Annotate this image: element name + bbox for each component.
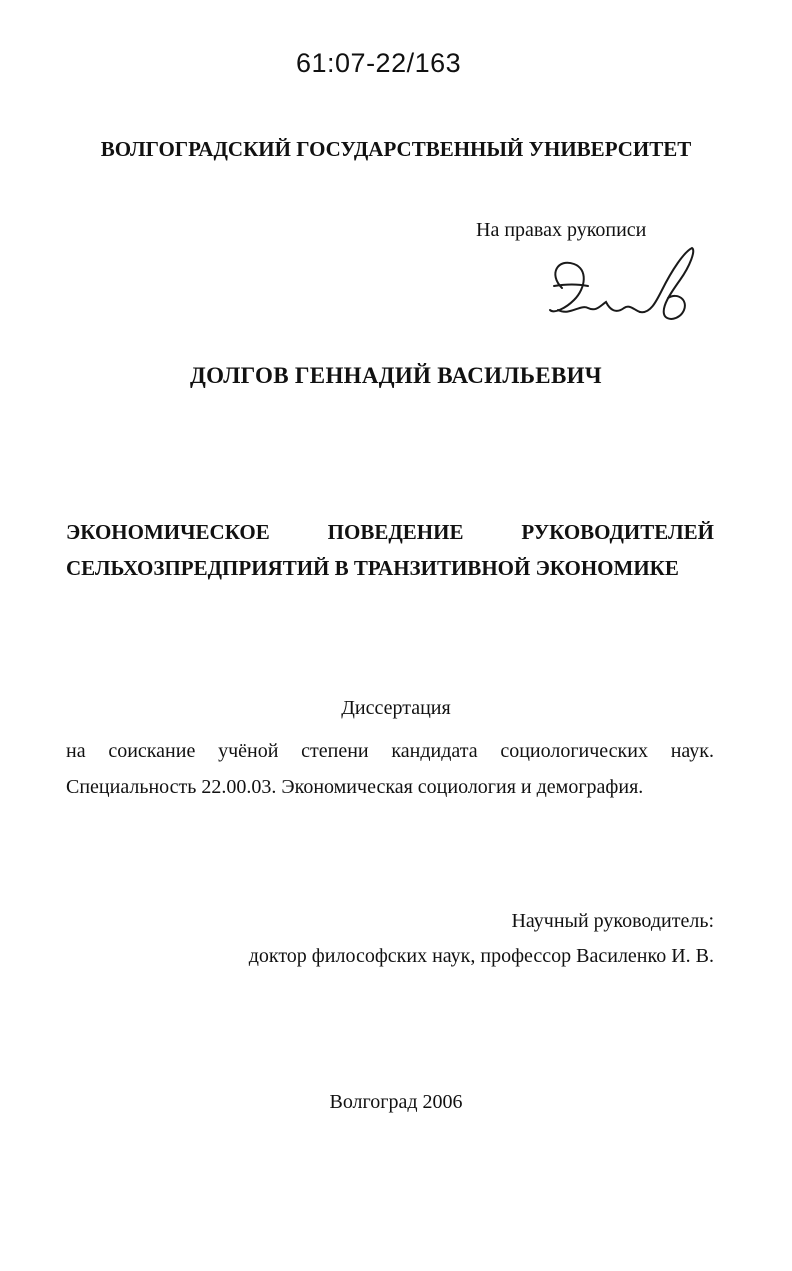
- dissertation-label: Диссертация: [341, 697, 451, 719]
- degree-word: учёной: [218, 740, 279, 762]
- author-signature: [540, 244, 700, 328]
- city-and-year: Волгоград 2006: [329, 1091, 463, 1113]
- archive-stamp-number: 61:07-22/163: [296, 48, 462, 78]
- dissertation-title: [66, 514, 714, 586]
- title-word: ЭКОНОМИЧЕСКОЕ: [66, 520, 270, 544]
- degree-word: на: [66, 740, 86, 762]
- manuscript-rights-note: На правах рукописи: [476, 219, 647, 241]
- degree-word: социологических: [500, 740, 648, 762]
- degree-line: [66, 733, 714, 769]
- degree-word: степени: [301, 740, 369, 762]
- title-word: ПОВЕДЕНИЕ: [327, 520, 464, 544]
- title-line-2: СЕЛЬХОЗПРЕДПРИЯТИЙ В ТРАНЗИТИВНОЙ ЭКОНОМИКЕ: [66, 556, 679, 580]
- degree-word: соискание: [108, 740, 196, 762]
- specialty-line: Специальность 22.00.03. Экономическая социология и демография.: [66, 776, 644, 798]
- title-line-1: [66, 514, 714, 550]
- degree-statement: [66, 733, 714, 805]
- degree-word: кандидата: [391, 740, 478, 762]
- author-name: ДОЛГОВ ГЕННАДИЙ ВАСИЛЬЕВИЧ: [190, 363, 602, 388]
- title-word: РУКОВОДИТЕЛЕЙ: [521, 520, 714, 544]
- supervisor-label: Научный руководитель:: [511, 910, 714, 932]
- degree-word: наук.: [670, 740, 714, 762]
- supervisor-name: доктор философских наук, профессор Василенко И. В.: [248, 945, 714, 967]
- university-name: ВОЛГОГРАДСКИЙ ГОСУДАРСТВЕННЫЙ УНИВЕРСИТЕТ: [100, 137, 692, 161]
